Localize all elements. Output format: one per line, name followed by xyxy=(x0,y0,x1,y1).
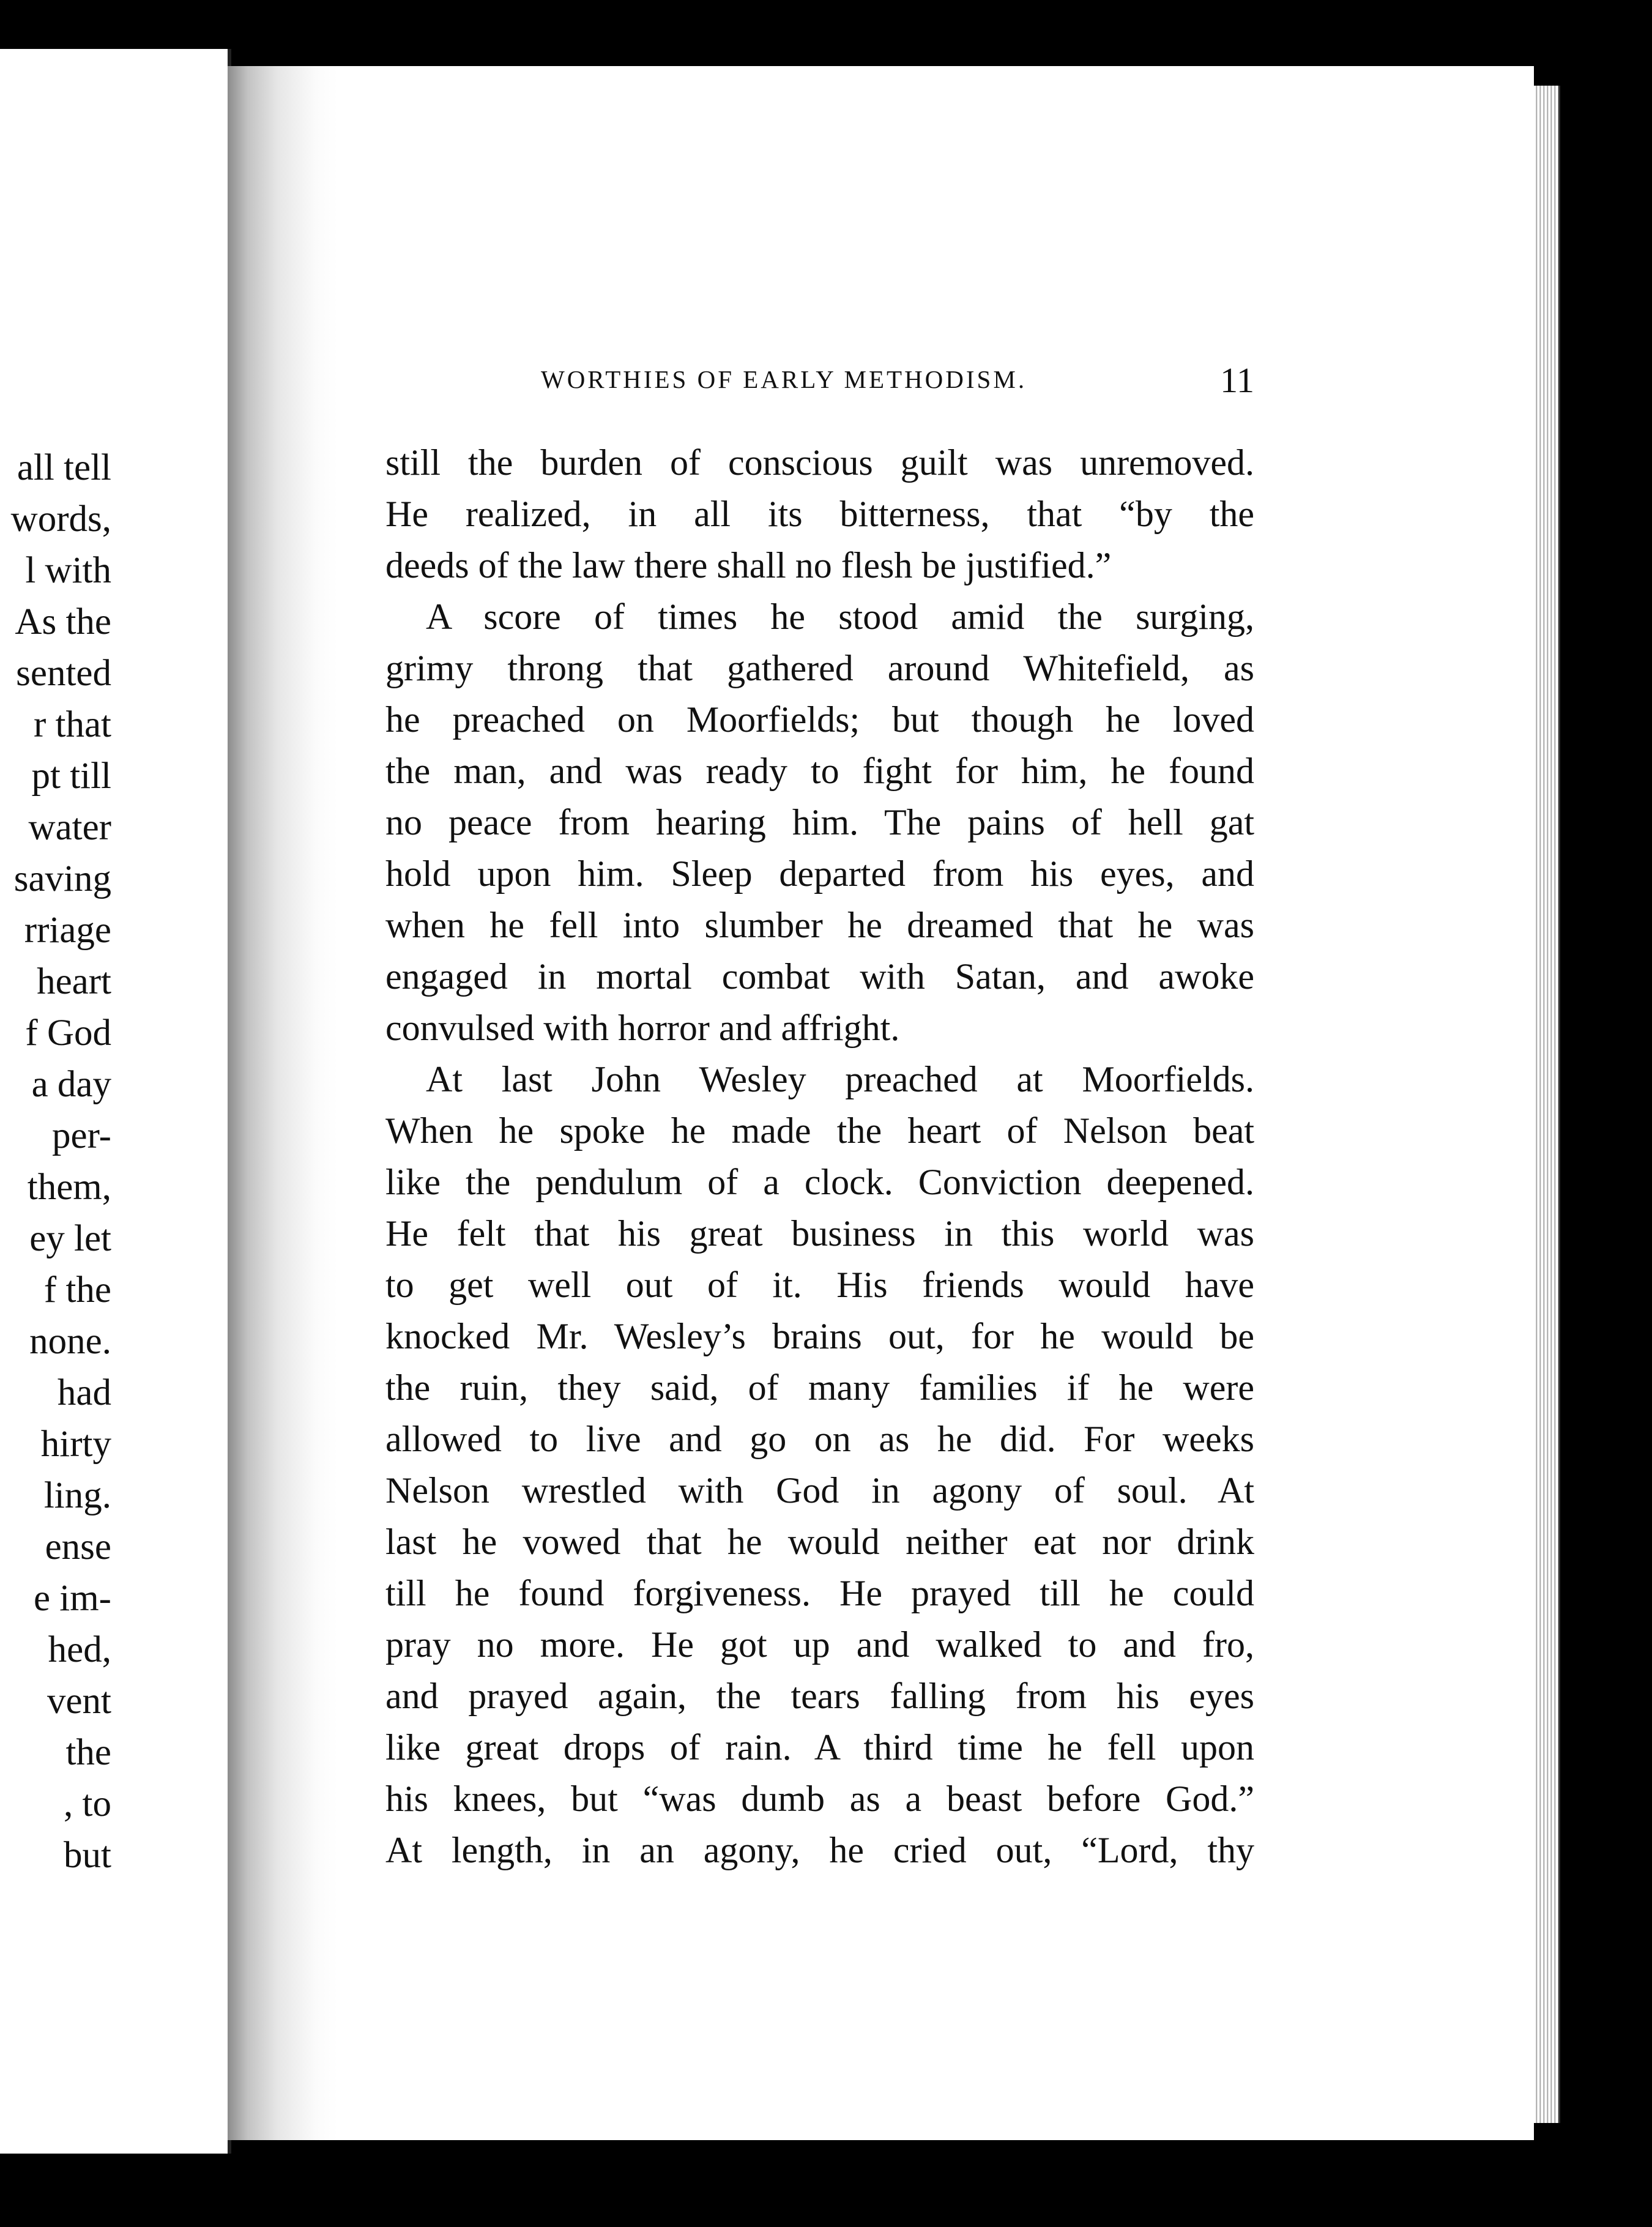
text-line: till he found forgiveness. He prayed till he could xyxy=(385,1573,1254,1613)
text-line: pray no more. He got up and walked to and fro, xyxy=(385,1624,1254,1665)
left-line: all tell xyxy=(17,447,111,488)
left-line: pt till xyxy=(31,756,111,797)
text-line: he preached on Moorfields; but though he loved xyxy=(385,699,1254,740)
text-line: the man, and was ready to fight for him, he found xyxy=(385,751,1254,791)
left-line: f the xyxy=(43,1270,111,1311)
text-line: engaged in mortal combat with Satan, and awoke xyxy=(385,956,1254,997)
text-line: his knees, but “was dumb as a beast before God.” xyxy=(385,1779,1254,1819)
text-line: convulsed with horror and affright. xyxy=(385,1008,900,1048)
text-line: like the pendulum of a clock. Conviction deepened. xyxy=(385,1162,1254,1202)
text-line: At length, in an agony, he cried out, “Lord, thy xyxy=(385,1830,1254,1870)
text-line: last he vowed that he would neither eat nor drink xyxy=(385,1522,1254,1562)
left-line: f God xyxy=(25,1013,111,1054)
left-line: heart xyxy=(37,961,111,1002)
text-line: At last John Wesley preached at Moorfields. xyxy=(426,1059,1254,1099)
left-line: hirty xyxy=(40,1424,111,1465)
text-line: to get well out of it. His friends would have xyxy=(385,1265,1254,1305)
running-title: WORTHIES OF EARLY METHODISM. xyxy=(541,365,1027,393)
left-line: hed, xyxy=(48,1629,111,1670)
text-line: Nelson wrestled with God in agony of soul. At xyxy=(385,1470,1254,1511)
text-line: allowed to live and go on as he did. For weeks xyxy=(385,1419,1254,1459)
left-line: e im- xyxy=(33,1578,111,1619)
body-text xyxy=(385,437,1254,1876)
text-line: when he fell into slumber he dreamed that he was xyxy=(385,905,1254,945)
text-line: hold upon him. Sleep departed from his eyes, and xyxy=(385,853,1254,894)
left-line: water xyxy=(28,807,111,848)
page-number: 11 xyxy=(1220,360,1254,400)
left-line: ense xyxy=(45,1526,111,1567)
text-line: and prayed again, the tears falling from his eyes xyxy=(385,1676,1254,1716)
left-line: but xyxy=(64,1835,111,1876)
left-line: r that xyxy=(33,704,111,745)
left-line: the xyxy=(65,1732,111,1773)
text-line: deeds of the law there shall no flesh be justified.” xyxy=(385,545,1112,586)
left-line: saving xyxy=(13,858,111,899)
text-line: the ruin, they said, of many families if he were xyxy=(385,1367,1254,1408)
previous-page xyxy=(0,49,231,2154)
left-line: rriage xyxy=(24,910,111,951)
left-line: sented xyxy=(16,653,111,694)
text-line: like great drops of rain. A third time he fell upon xyxy=(385,1727,1254,1768)
text-line: no peace from hearing him. The pains of hell gat xyxy=(385,802,1254,842)
running-header xyxy=(385,360,1254,400)
book-gutter-shadow xyxy=(228,66,338,2140)
previous-page-text xyxy=(0,442,111,1881)
left-line: had xyxy=(57,1372,111,1413)
text-line: A score of times he stood amid the surging, xyxy=(426,597,1254,637)
left-line: words, xyxy=(10,499,111,540)
left-line: none. xyxy=(29,1321,111,1362)
text-line: When he spoke he made the heart of Nelson beat xyxy=(385,1110,1254,1151)
left-line: As the xyxy=(15,601,111,642)
text-line: grimy throng that gathered around Whitefield, as xyxy=(385,648,1254,688)
left-line: a day xyxy=(31,1064,111,1105)
page-edge xyxy=(1534,86,1560,2123)
left-line: l with xyxy=(25,550,111,591)
text-line: He realized, in all its bitterness, that “by the xyxy=(385,494,1254,534)
left-line: ling. xyxy=(43,1475,111,1516)
left-line: per- xyxy=(52,1115,111,1156)
text-line: He felt that his great business in this world was xyxy=(385,1213,1254,1254)
text-line: knocked Mr. Wesley’s brains out, for he would be xyxy=(385,1316,1254,1356)
left-line: ey let xyxy=(29,1218,111,1259)
text-line: still the burden of conscious guilt was unremoved. xyxy=(385,442,1254,483)
left-line: them, xyxy=(27,1167,111,1208)
left-line: , to xyxy=(64,1783,111,1824)
left-line: vent xyxy=(47,1681,111,1722)
